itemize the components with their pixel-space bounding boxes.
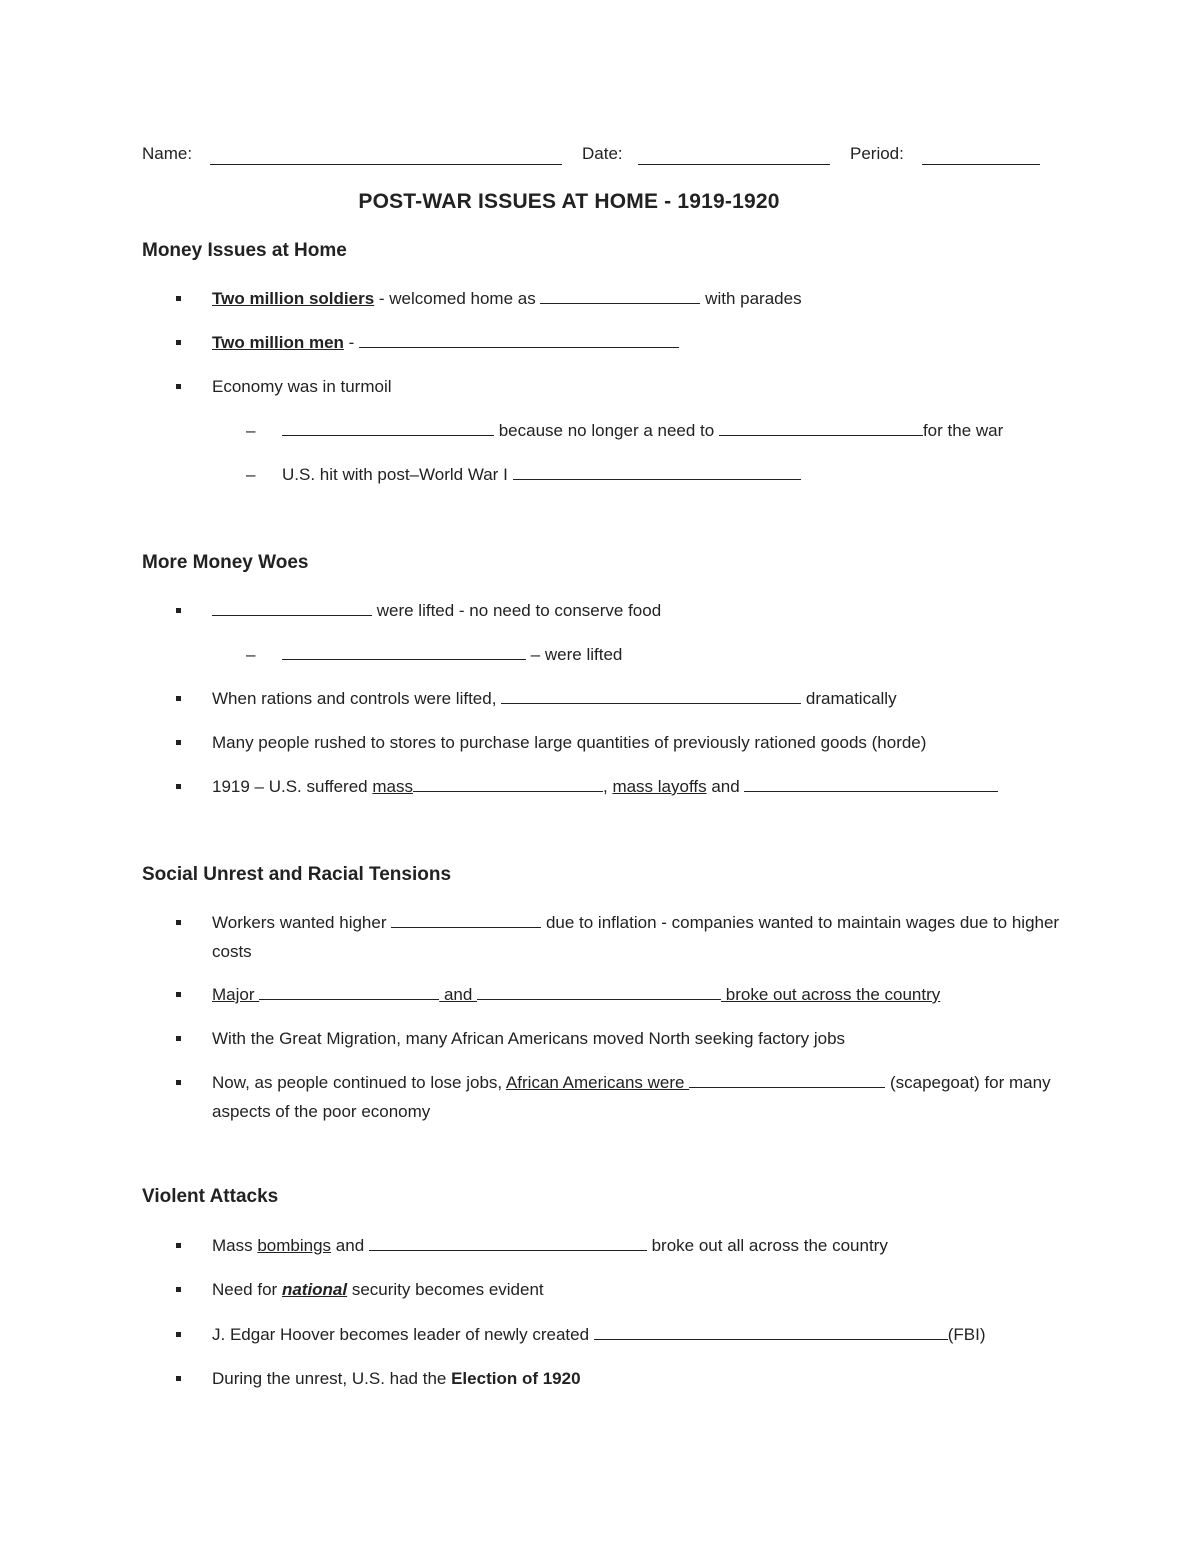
item-text: Major bbox=[212, 985, 260, 1004]
item-text: for the war bbox=[922, 421, 1004, 440]
answer-blank[interactable] bbox=[212, 599, 372, 616]
bullet-icon bbox=[176, 1332, 181, 1337]
answer-blank[interactable] bbox=[540, 287, 700, 304]
item-text: , bbox=[602, 777, 613, 796]
item-text: Now, as people continued to lose jobs, bbox=[212, 1073, 506, 1092]
bullet-icon bbox=[176, 608, 181, 613]
item-text: When rations and controls were lifted, bbox=[212, 689, 502, 708]
answer-blank[interactable] bbox=[359, 331, 679, 348]
item-text: – were lifted bbox=[526, 645, 623, 664]
answer-blank[interactable] bbox=[594, 1323, 948, 1340]
item-text: (FBI) bbox=[947, 1325, 986, 1344]
item-text: During the unrest, U.S. had the bbox=[212, 1369, 452, 1388]
item-text: 1919 – U.S. suffered bbox=[212, 777, 373, 796]
name-label: Name: bbox=[142, 144, 193, 163]
answer-blank[interactable] bbox=[391, 911, 541, 928]
section-heading-violent-attacks: Violent Attacks bbox=[142, 1186, 279, 1207]
bullet-icon bbox=[176, 784, 181, 789]
item-text: U.S. hit with post–World War I bbox=[282, 465, 513, 484]
answer-blank[interactable] bbox=[477, 983, 721, 1000]
date-label: Date: bbox=[582, 144, 623, 163]
date-blank[interactable] bbox=[638, 164, 830, 165]
answer-blank[interactable] bbox=[282, 643, 526, 660]
term-text: Two million men bbox=[212, 333, 344, 352]
term-text: national bbox=[281, 1280, 348, 1299]
term-text: mass bbox=[372, 777, 413, 796]
period-blank[interactable] bbox=[922, 164, 1040, 165]
bullet-icon bbox=[176, 1036, 181, 1041]
bullet-icon bbox=[176, 1287, 181, 1292]
term-text: mass layoffs bbox=[612, 777, 707, 796]
answer-blank[interactable] bbox=[259, 983, 439, 1000]
item-text: broke out across the country bbox=[721, 985, 941, 1004]
bullet-icon bbox=[176, 340, 181, 345]
item-text: Need for bbox=[212, 1280, 282, 1299]
item-text: Workers wanted higher bbox=[212, 913, 392, 932]
bullet-icon bbox=[176, 992, 181, 997]
item-text: and bbox=[331, 1236, 369, 1255]
page-title-text: POST-WAR ISSUES AT HOME - 1919-1920 bbox=[358, 190, 780, 213]
item-text: and bbox=[706, 777, 745, 796]
dash-icon: – bbox=[246, 465, 256, 484]
header-fields bbox=[142, 144, 1062, 168]
item-text: With the Great Migration, many African Americans moved North seeking factory jobs bbox=[212, 1029, 846, 1048]
bullet-icon bbox=[176, 1080, 181, 1085]
page-title bbox=[0, 190, 978, 214]
item-text: were lifted - no need to conserve food bbox=[372, 601, 662, 620]
item-text: Many people rushed to stores to purchase large quantities of previously rationed goods (horde) bbox=[212, 733, 927, 752]
item-text: because no longer a need to bbox=[494, 421, 719, 440]
period-label: Period: bbox=[850, 144, 904, 163]
term-text: Two million soldiers bbox=[212, 289, 375, 308]
item-text: - bbox=[343, 333, 360, 352]
item-text: broke out all across the country bbox=[646, 1236, 888, 1255]
section-heading-social-unrest: Social Unrest and Racial Tensions bbox=[142, 864, 452, 885]
bullet-icon bbox=[176, 740, 181, 745]
bullet-icon bbox=[176, 1243, 181, 1248]
item-text: Economy was in turmoil bbox=[212, 377, 392, 396]
item-text: security becomes evident bbox=[347, 1280, 544, 1299]
answer-blank[interactable] bbox=[513, 463, 801, 480]
section-heading-money-issues: Money Issues at Home bbox=[142, 240, 347, 261]
answer-blank[interactable] bbox=[501, 687, 801, 704]
answer-blank[interactable] bbox=[689, 1071, 885, 1088]
dash-icon: – bbox=[246, 421, 256, 440]
term-text: bombings bbox=[257, 1236, 332, 1255]
name-blank[interactable] bbox=[210, 164, 562, 165]
bullet-icon bbox=[176, 696, 181, 701]
item-text: Mass bbox=[212, 1236, 258, 1255]
answer-blank[interactable] bbox=[369, 1234, 647, 1251]
answer-blank[interactable] bbox=[413, 775, 603, 792]
answer-blank[interactable] bbox=[744, 775, 998, 792]
item-text: dramatically bbox=[801, 689, 897, 708]
item-text: - welcomed home as bbox=[374, 289, 541, 308]
bullet-icon bbox=[176, 296, 181, 301]
answer-blank[interactable] bbox=[282, 419, 494, 436]
item-text: (scapegoat) for many aspects of the poor economy bbox=[212, 1073, 1051, 1121]
section-heading-more-money-woes: More Money Woes bbox=[142, 552, 309, 573]
item-text: with parades bbox=[700, 289, 802, 308]
item-text: due to inflation - companies wanted to maintain wages due to higher costs bbox=[212, 913, 1060, 961]
item-text: J. Edgar Hoover becomes leader of newly created bbox=[212, 1325, 594, 1344]
dash-icon: – bbox=[246, 645, 256, 664]
bullet-icon bbox=[176, 384, 181, 389]
item-text: and bbox=[439, 985, 478, 1004]
term-text: African Americans were bbox=[505, 1073, 690, 1092]
bullet-icon bbox=[176, 920, 181, 925]
term-text: Election of 1920 bbox=[451, 1369, 581, 1388]
bullet-icon bbox=[176, 1376, 181, 1381]
answer-blank[interactable] bbox=[719, 419, 923, 436]
